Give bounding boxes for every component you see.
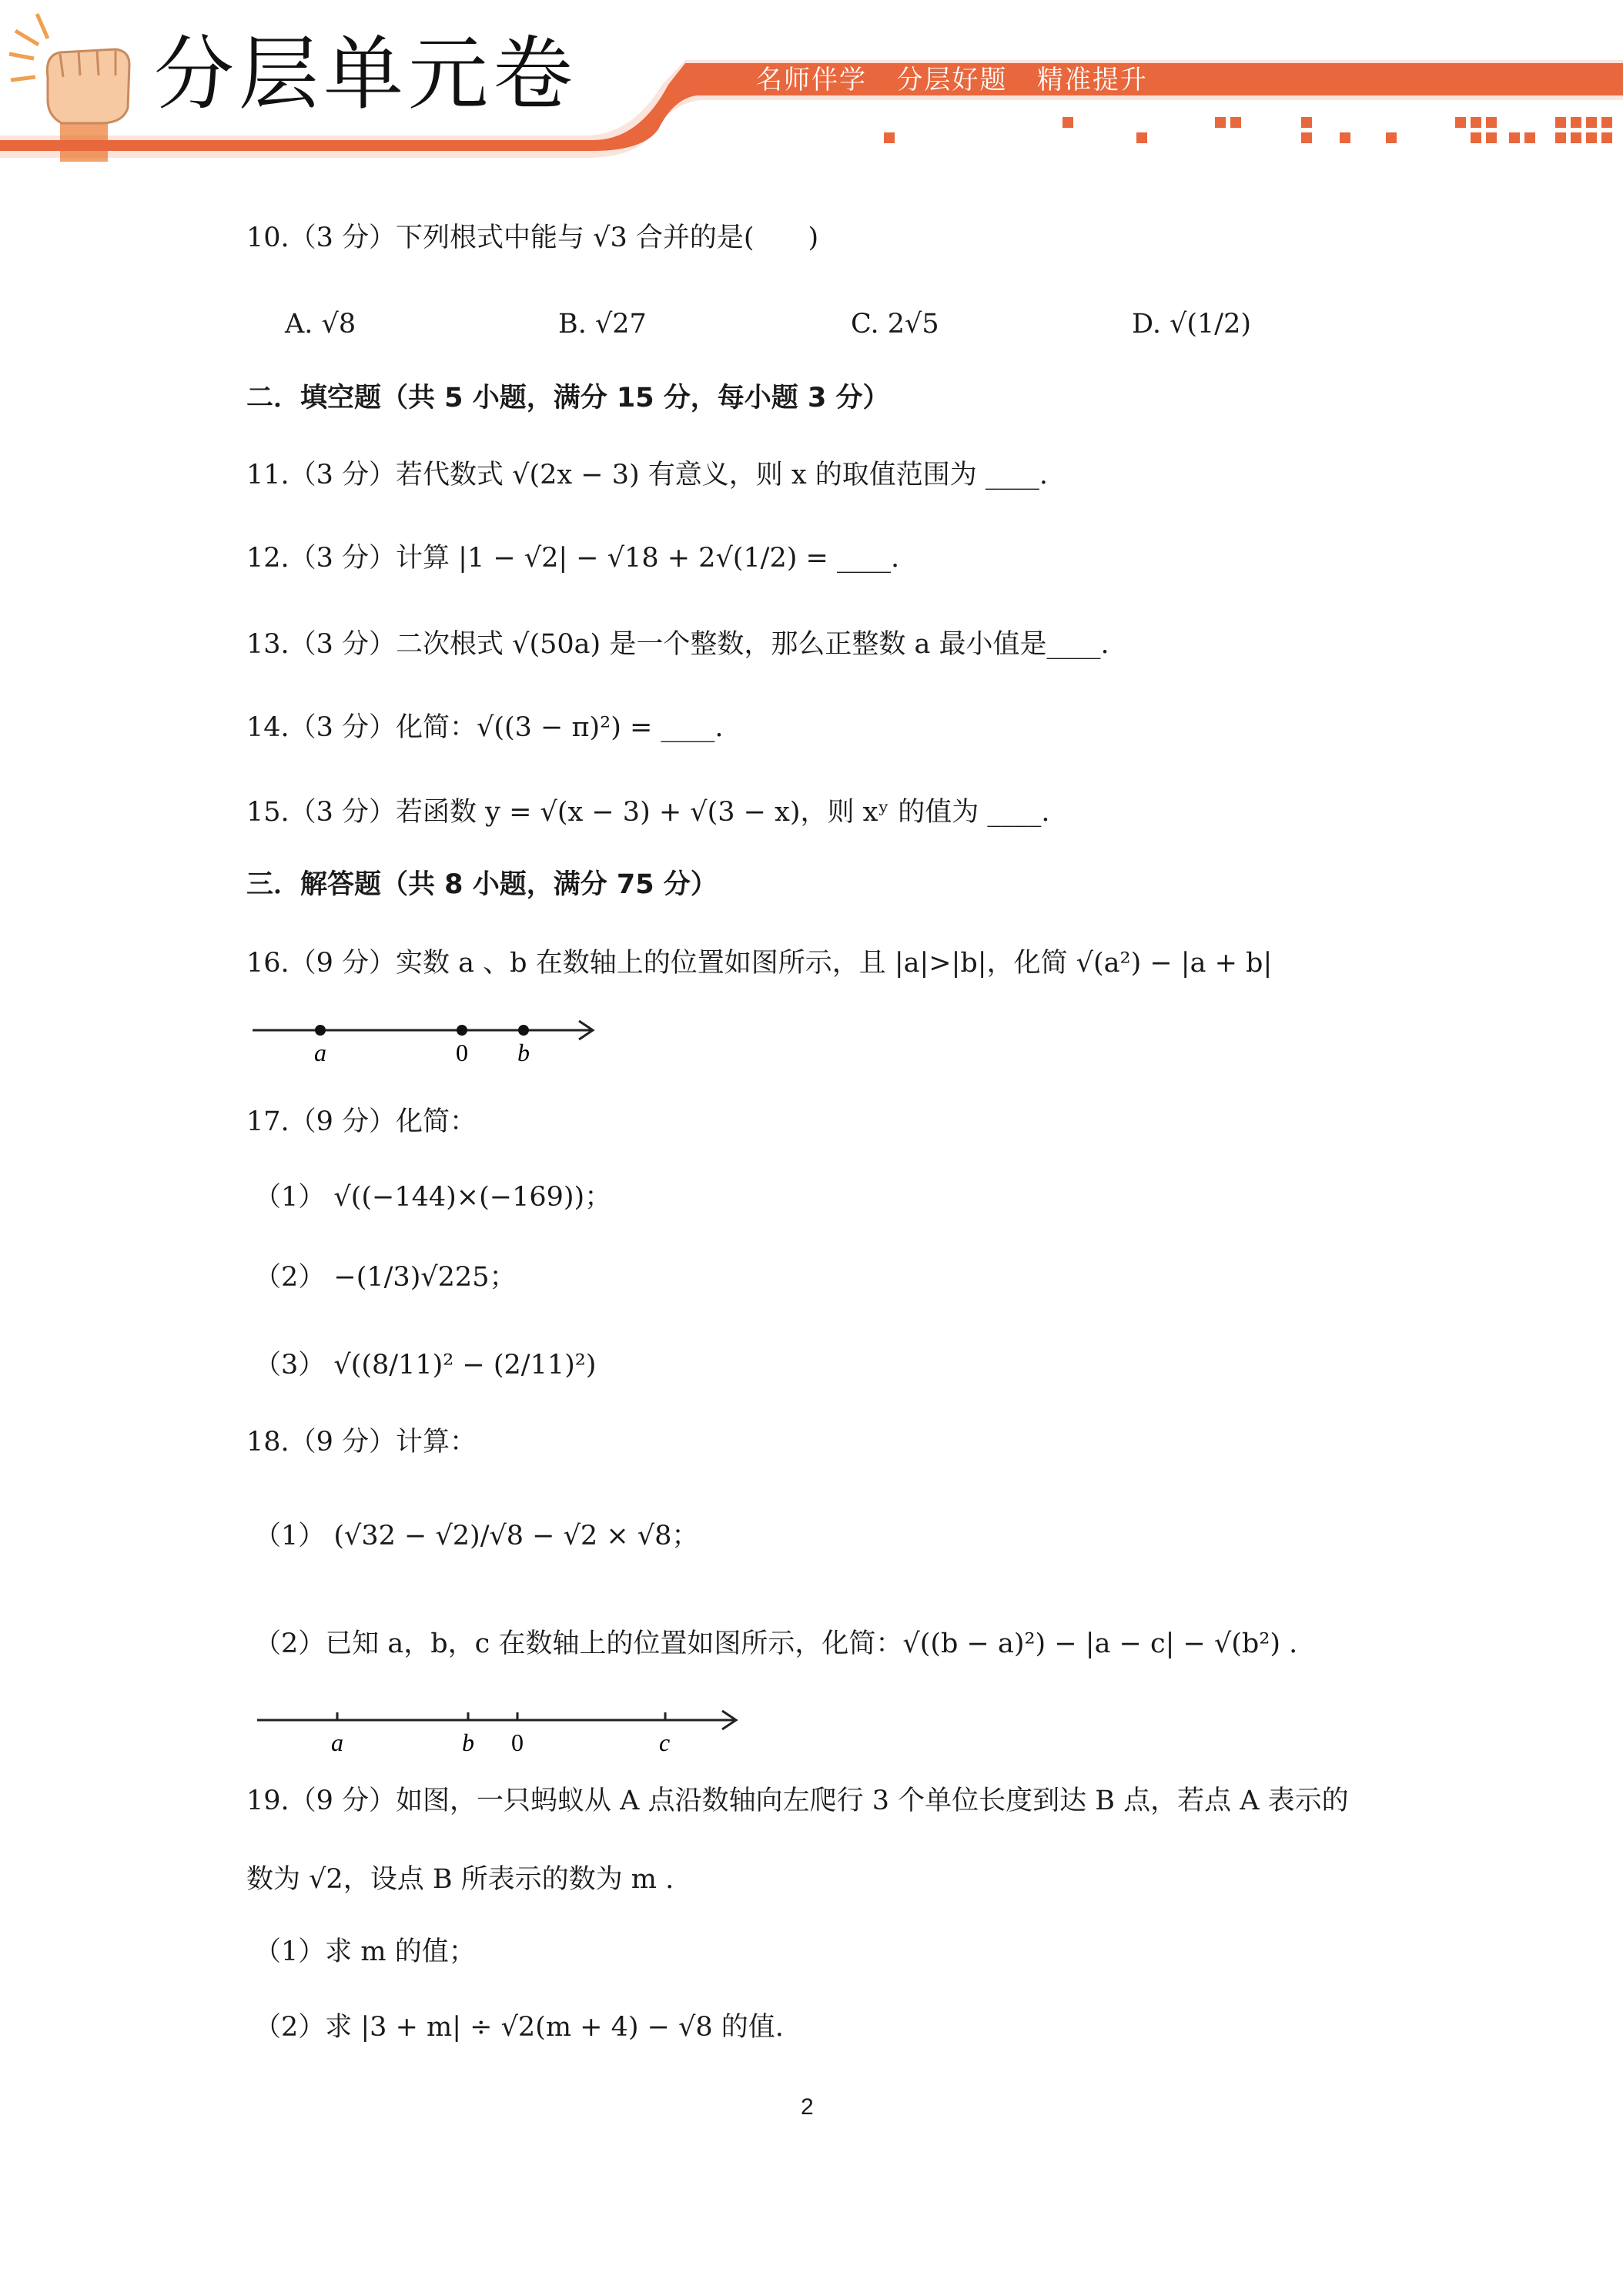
question-18-2: （2）已知 a，b，c 在数轴上的位置如图所示，化简：√((b − a)²) − |a − c| − √(b²) .: [254, 1628, 1298, 1659]
nl1-label-a: a: [314, 1039, 326, 1066]
question-17-1: （1） √((−144)×(−169))；: [254, 1182, 612, 1213]
question-19-2: （2）求 |3 + m| ÷ √2(m + 4) − √8 的值.: [254, 2012, 784, 2043]
section-2-heading: 二．填空题（共 5 小题，满分 15 分，每小题 3 分）: [246, 383, 890, 413]
question-10: 10.（3 分）下列根式中能与 √3 合并的是( ): [246, 223, 819, 253]
nl1-label-0: 0: [456, 1039, 468, 1066]
question-19-continued: 数为 √2，设点 B 所表示的数为 m .: [246, 1864, 674, 1895]
nl2-label-b: b: [462, 1729, 474, 1756]
nl2-label-c: c: [659, 1729, 671, 1756]
option-b: B. √27: [558, 309, 647, 340]
brand-title: 分层单元卷: [154, 27, 578, 121]
brand-slogan: 名师伴学 分层好题 精准提升: [756, 65, 1148, 95]
page-header: [0, 0, 1623, 162]
question-17-2: （2） −(1/3)√225；: [254, 1262, 517, 1293]
question-19: 19.（9 分）如图，一只蚂蚁从 A 点沿数轴向左爬行 3 个单位长度到达 B 点，若点 A 表示的: [246, 1786, 1349, 1816]
nl1-label-b: b: [517, 1039, 530, 1066]
question-18: 18.（9 分）计算：: [246, 1427, 477, 1458]
question-14: 14.（3 分）化简：√((3 − π)²) = ____.: [246, 712, 724, 743]
question-12: 12.（3 分）计算 |1 − √2| − √18 + 2√(1/2) = ____.: [246, 543, 900, 574]
page-number: 2: [801, 2094, 814, 2120]
nl2-label-0: 0: [511, 1729, 524, 1756]
number-line-2: [257, 1703, 750, 1759]
question-17: 17.（9 分）化简：: [246, 1106, 477, 1137]
question-13: 13.（3 分）二次根式 √(50a) 是一个整数，那么正整数 a 最小值是____.: [246, 629, 1109, 660]
question-15: 15.（3 分）若函数 y = √(x − 3) + √(3 − x)，则 xʸ 的值为 ____.: [246, 797, 1050, 828]
option-a: A. √8: [285, 309, 356, 340]
option-c: C. 2√5: [851, 309, 939, 340]
number-line-1: [253, 1013, 607, 1067]
question-16: 16.（9 分）实数 a 、b 在数轴上的位置如图所示，且 |a|>|b|，化简 √(a²) − |a + b|: [246, 948, 1273, 979]
question-18-1: （1） (√32 − √2)/√8 − √2 × √8；: [254, 1521, 699, 1551]
decorative-squares: [884, 117, 1612, 143]
nl2-label-a: a: [331, 1729, 343, 1756]
option-d: D. √(1/2): [1132, 309, 1252, 340]
question-17-3: （3） √((8/11)² − (2/11)²): [254, 1350, 597, 1381]
question-19-1: （1）求 m 的值；: [254, 1936, 476, 1967]
section-3-heading: 三．解答题（共 8 小题，满分 75 分）: [246, 869, 718, 900]
question-11: 11.（3 分）若代数式 √(2x − 3) 有意义，则 x 的取值范围为 ____.: [246, 460, 1049, 490]
